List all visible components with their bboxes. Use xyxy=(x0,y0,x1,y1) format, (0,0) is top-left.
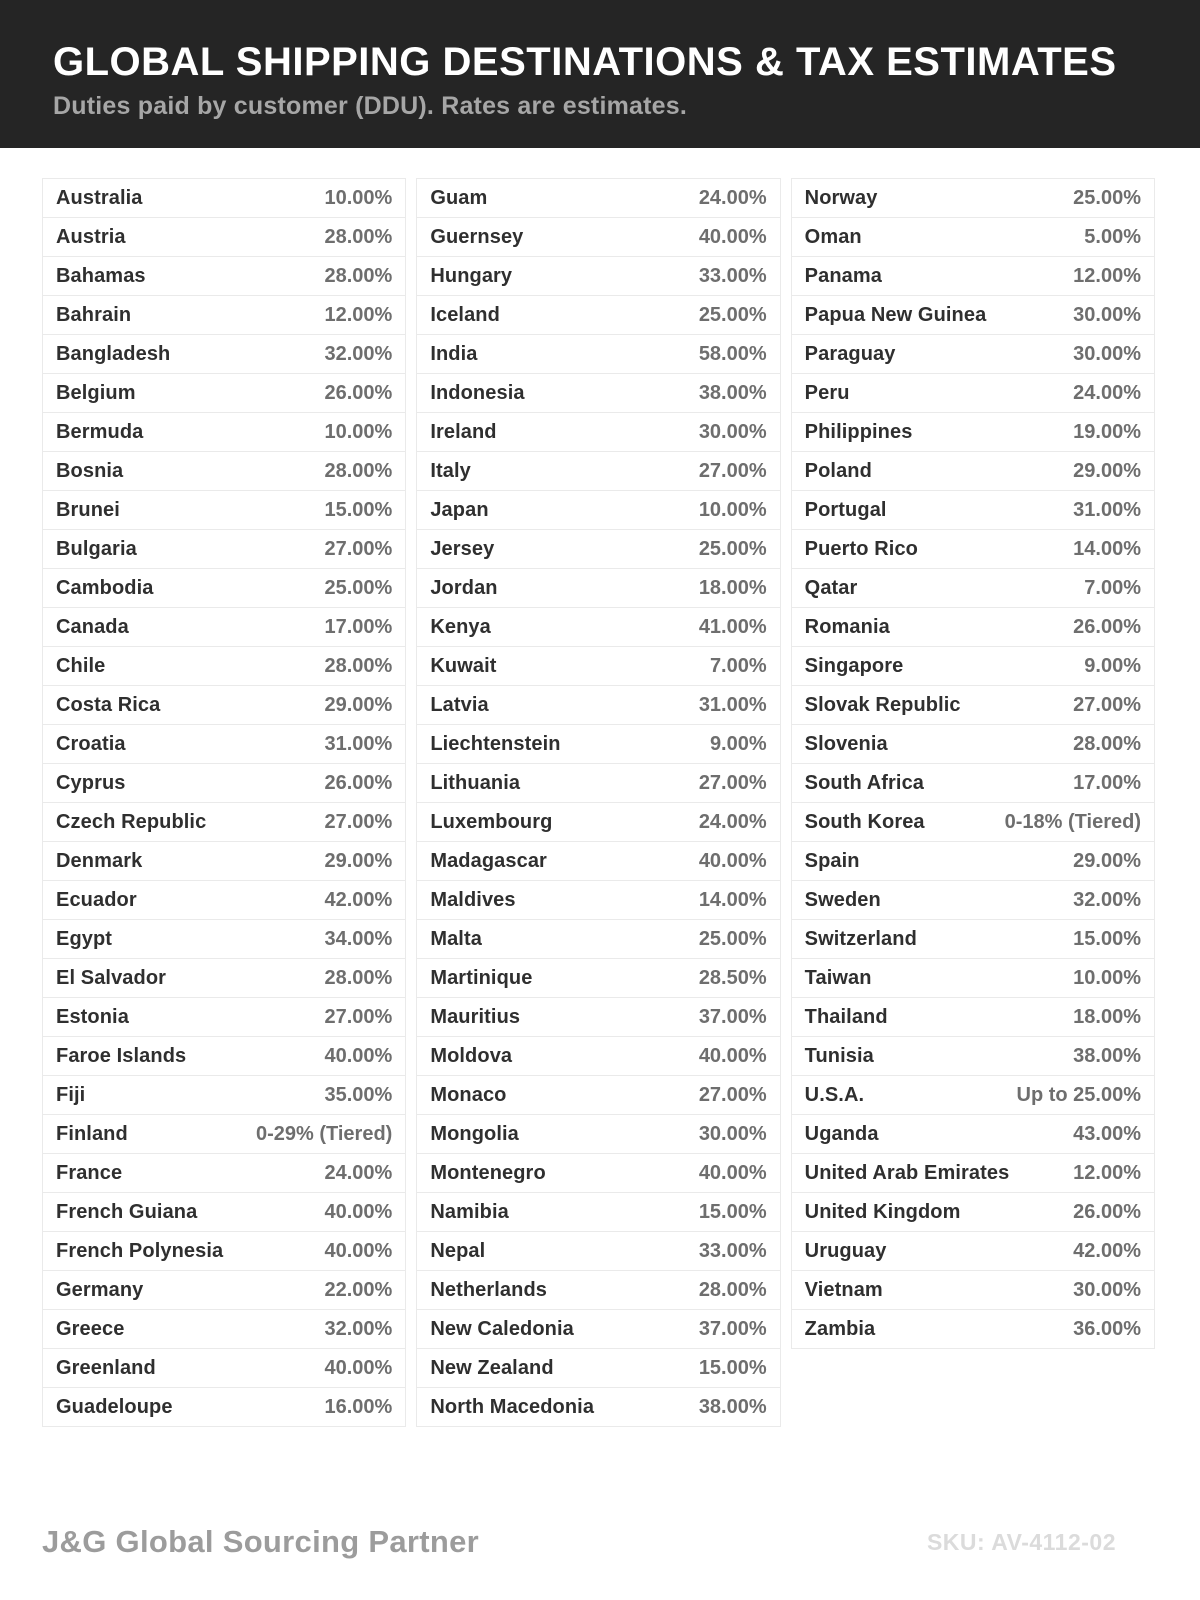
tax-rate: 29.00% xyxy=(1073,459,1141,482)
country-name: U.S.A. xyxy=(804,1083,865,1106)
table-row xyxy=(416,997,780,1037)
table-row xyxy=(42,529,406,569)
country-name: Monaco xyxy=(430,1083,507,1106)
tax-rate: 32.00% xyxy=(1073,888,1141,911)
tax-rate: 37.00% xyxy=(698,1005,767,1028)
country-name: Portugal xyxy=(804,498,887,521)
tax-rate: 15.00% xyxy=(1073,927,1141,950)
tax-rate: 37.00% xyxy=(698,1317,767,1340)
country-name: Guam xyxy=(430,186,488,209)
table-row xyxy=(42,802,406,842)
tax-rate: 24.00% xyxy=(698,810,767,833)
table-row xyxy=(791,568,1155,608)
country-name: Canada xyxy=(56,615,129,638)
country-name: Zambia xyxy=(804,1317,876,1340)
country-name: Spain xyxy=(804,849,860,872)
tax-rate: 28.00% xyxy=(324,654,393,677)
tax-rate: 12.00% xyxy=(1073,1161,1141,1184)
country-name: Bermuda xyxy=(56,420,144,443)
tax-rate: 28.00% xyxy=(324,264,393,287)
country-name: Kenya xyxy=(430,615,491,638)
table-row xyxy=(791,841,1155,881)
country-name: Italy xyxy=(430,459,471,482)
table-row xyxy=(42,412,406,452)
country-name: Lithuania xyxy=(430,771,521,794)
tax-rate: 30.00% xyxy=(1073,342,1141,365)
country-name: Nepal xyxy=(430,1239,486,1262)
country-name: Estonia xyxy=(56,1005,129,1028)
country-name: Austria xyxy=(56,225,126,248)
table-row xyxy=(416,1075,780,1115)
table-row xyxy=(42,919,406,959)
country-name: Poland xyxy=(804,459,872,482)
tax-rate: 32.00% xyxy=(324,342,393,365)
table-row xyxy=(791,919,1155,959)
tax-rate: 24.00% xyxy=(698,186,767,209)
country-name: Papua New Guinea xyxy=(804,303,987,326)
table-row xyxy=(42,1075,406,1115)
tax-rate: 40.00% xyxy=(324,1239,393,1262)
tax-rate: 25.00% xyxy=(324,576,393,599)
country-name: Peru xyxy=(804,381,850,404)
tax-rate: 27.00% xyxy=(698,1083,767,1106)
tax-rate: 27.00% xyxy=(324,537,393,560)
country-name: French Polynesia xyxy=(56,1239,224,1262)
tax-rate: 28.50% xyxy=(698,966,767,989)
country-name: Martinique xyxy=(430,966,533,989)
table-row xyxy=(42,1153,406,1193)
table-row xyxy=(791,451,1155,491)
country-name: Liechtenstein xyxy=(430,732,561,755)
country-name: Egypt xyxy=(56,927,113,950)
tax-rate: 31.00% xyxy=(1073,498,1141,521)
table-row xyxy=(416,295,780,335)
country-name: India xyxy=(430,342,478,365)
tax-rate: 29.00% xyxy=(324,693,393,716)
table-row xyxy=(416,334,780,374)
country-name: Cambodia xyxy=(56,576,154,599)
table-row xyxy=(416,1270,780,1310)
table-row xyxy=(791,724,1155,764)
table-row xyxy=(416,178,780,218)
country-name: Brunei xyxy=(56,498,120,521)
tax-rate: 27.00% xyxy=(324,810,393,833)
country-name: Japan xyxy=(430,498,489,521)
tax-rate: 41.00% xyxy=(698,615,767,638)
table-row xyxy=(791,958,1155,998)
tax-rate: 43.00% xyxy=(1073,1122,1141,1145)
tax-rate: 38.00% xyxy=(698,1395,767,1418)
tax-rate: 27.00% xyxy=(324,1005,393,1028)
tax-rate: 30.00% xyxy=(698,1122,767,1145)
country-name: Costa Rica xyxy=(56,693,161,716)
country-name: United Arab Emirates xyxy=(804,1161,1010,1184)
country-name: Qatar xyxy=(804,576,858,599)
country-name: Thailand xyxy=(804,1005,888,1028)
page-title: GLOBAL SHIPPING DESTINATIONS & TAX ESTIMATES xyxy=(53,40,1117,84)
tax-rate: 28.00% xyxy=(698,1278,767,1301)
tax-rate: 34.00% xyxy=(324,927,393,950)
country-name: United Kingdom xyxy=(804,1200,961,1223)
table-row xyxy=(416,1309,780,1349)
country-name: Oman xyxy=(804,225,862,248)
table-row xyxy=(42,1309,406,1349)
table-row xyxy=(42,295,406,335)
country-name: France xyxy=(56,1161,123,1184)
tax-rate: 35.00% xyxy=(324,1083,393,1106)
country-name: Bosnia xyxy=(56,459,124,482)
tax-rate: 24.00% xyxy=(324,1161,393,1184)
tax-rate: 14.00% xyxy=(698,888,767,911)
table-row xyxy=(42,763,406,803)
country-name: Switzerland xyxy=(804,927,917,950)
country-name: Tunisia xyxy=(804,1044,874,1067)
table-row xyxy=(416,763,780,803)
table-row xyxy=(416,217,780,257)
table-row xyxy=(791,1036,1155,1076)
country-name: Paraguay xyxy=(804,342,896,365)
table-row xyxy=(42,256,406,296)
tax-rate: 5.00% xyxy=(1084,225,1141,248)
sku-label: SKU: AV-4112-02 xyxy=(926,1528,1116,1555)
table-row xyxy=(416,412,780,452)
tax-rate: 12.00% xyxy=(1073,264,1141,287)
table-row xyxy=(416,568,780,608)
tax-rate: Up to 25.00% xyxy=(1016,1083,1141,1106)
country-name: Guadeloupe xyxy=(56,1395,173,1418)
table-row xyxy=(791,646,1155,686)
table-row xyxy=(791,490,1155,530)
country-name: Uruguay xyxy=(804,1239,887,1262)
tax-rate: 12.00% xyxy=(324,303,393,326)
table-row xyxy=(791,256,1155,296)
table-row xyxy=(791,997,1155,1037)
page-subtitle: Duties paid by customer (DDU). Rates are estimates. xyxy=(53,92,688,120)
country-name: Chile xyxy=(56,654,106,677)
country-name: Moldova xyxy=(430,1044,513,1067)
tax-rate: 10.00% xyxy=(1073,966,1141,989)
tax-rate: 15.00% xyxy=(698,1200,767,1223)
country-name: Hungary xyxy=(430,264,513,287)
country-name: Faroe Islands xyxy=(56,1044,187,1067)
table-row xyxy=(416,1231,780,1271)
table-row xyxy=(416,1114,780,1154)
tax-rate: 9.00% xyxy=(709,732,767,755)
country-name: South Korea xyxy=(804,810,925,833)
country-name: Ireland xyxy=(430,420,497,443)
country-name: Czech Republic xyxy=(56,810,207,833)
table-row xyxy=(791,412,1155,452)
tax-rate: 40.00% xyxy=(324,1356,393,1379)
table-row xyxy=(791,373,1155,413)
country-name: Philippines xyxy=(804,420,913,443)
country-name: Finland xyxy=(56,1122,128,1145)
country-name: North Macedonia xyxy=(430,1395,595,1418)
country-name: Croatia xyxy=(56,732,126,755)
table-row xyxy=(42,1192,406,1232)
country-name: Mauritius xyxy=(430,1005,521,1028)
table-row xyxy=(791,1309,1155,1349)
table-row xyxy=(791,1153,1155,1193)
country-name: Bahamas xyxy=(56,264,146,287)
table-row xyxy=(416,256,780,296)
tax-rate: 42.00% xyxy=(324,888,393,911)
table-row xyxy=(791,880,1155,920)
table-row xyxy=(416,607,780,647)
country-name: Mongolia xyxy=(430,1122,519,1145)
table-row xyxy=(42,1114,406,1154)
tax-rate: 40.00% xyxy=(698,1161,767,1184)
tax-rate: 10.00% xyxy=(698,498,767,521)
tax-rate: 15.00% xyxy=(324,498,393,521)
tax-rate: 22.00% xyxy=(324,1278,393,1301)
tax-rate: 26.00% xyxy=(1073,615,1141,638)
table-row xyxy=(416,1192,780,1232)
tax-rate: 25.00% xyxy=(698,303,767,326)
tax-rate: 40.00% xyxy=(698,1044,767,1067)
table-row xyxy=(791,334,1155,374)
tax-rate: 40.00% xyxy=(698,225,767,248)
tax-rate: 27.00% xyxy=(698,459,767,482)
table-row xyxy=(42,1036,406,1076)
country-name: French Guiana xyxy=(56,1200,198,1223)
tax-rate: 40.00% xyxy=(324,1200,393,1223)
tax-rate: 14.00% xyxy=(1073,537,1141,560)
tax-rate: 7.00% xyxy=(709,654,767,677)
country-name: Greenland xyxy=(56,1356,156,1379)
table-row xyxy=(42,1387,406,1427)
table-row xyxy=(42,607,406,647)
country-name: Denmark xyxy=(56,849,143,872)
table-row xyxy=(791,607,1155,647)
table-row xyxy=(42,880,406,920)
table-row xyxy=(416,802,780,842)
country-name: Namibia xyxy=(430,1200,509,1223)
tax-rate: 29.00% xyxy=(1073,849,1141,872)
tax-rate: 42.00% xyxy=(1073,1239,1141,1262)
tax-rate: 15.00% xyxy=(698,1356,767,1379)
tax-rate: 10.00% xyxy=(324,420,393,443)
table-row xyxy=(42,685,406,725)
tax-rate: 19.00% xyxy=(1073,420,1141,443)
page-footer xyxy=(42,1524,1116,1560)
table-row xyxy=(42,568,406,608)
country-name: Guernsey xyxy=(430,225,524,248)
table-row xyxy=(791,1114,1155,1154)
country-name: Montenegro xyxy=(430,1161,546,1184)
tax-rate: 25.00% xyxy=(698,927,767,950)
tax-rate: 27.00% xyxy=(698,771,767,794)
tax-rate: 26.00% xyxy=(324,381,393,404)
country-name: Taiwan xyxy=(804,966,872,989)
tax-rate: 10.00% xyxy=(324,186,393,209)
country-name: Jersey xyxy=(430,537,495,560)
table-row xyxy=(791,685,1155,725)
country-name: Belgium xyxy=(56,381,136,404)
table-row xyxy=(416,880,780,920)
tax-rate: 28.00% xyxy=(324,225,393,248)
country-name: Panama xyxy=(804,264,882,287)
tax-rate: 33.00% xyxy=(698,1239,767,1262)
country-name: Indonesia xyxy=(430,381,525,404)
tax-rate: 17.00% xyxy=(324,615,393,638)
tax-rate: 38.00% xyxy=(698,381,767,404)
tax-rate: 0-18% (Tiered) xyxy=(1004,810,1141,833)
tax-rate: 18.00% xyxy=(1073,1005,1141,1028)
country-name: Latvia xyxy=(430,693,489,716)
table-row xyxy=(416,1036,780,1076)
tax-table-column-1 xyxy=(42,178,406,1427)
page-header xyxy=(0,0,1200,148)
table-row xyxy=(42,1348,406,1388)
tax-rate: 38.00% xyxy=(1073,1044,1141,1067)
tax-rate: 30.00% xyxy=(1073,303,1141,326)
table-row xyxy=(791,178,1155,218)
country-name: Bulgaria xyxy=(56,537,137,560)
tax-rate: 9.00% xyxy=(1084,654,1141,677)
table-row xyxy=(42,373,406,413)
country-name: Greece xyxy=(56,1317,125,1340)
tax-rate: 28.00% xyxy=(1073,732,1141,755)
table-row xyxy=(42,217,406,257)
table-row xyxy=(416,724,780,764)
country-name: El Salvador xyxy=(56,966,167,989)
table-row xyxy=(416,958,780,998)
country-name: Cyprus xyxy=(56,771,126,794)
country-name: Jordan xyxy=(430,576,498,599)
country-name: Uganda xyxy=(804,1122,879,1145)
tax-rate-table xyxy=(42,178,1155,1427)
country-name: South Africa xyxy=(804,771,925,794)
table-row xyxy=(416,919,780,959)
country-name: Australia xyxy=(56,186,143,209)
table-row xyxy=(791,763,1155,803)
country-name: Luxembourg xyxy=(430,810,553,833)
tax-rate: 30.00% xyxy=(1073,1278,1141,1301)
tax-rate: 7.00% xyxy=(1084,576,1141,599)
country-name: Vietnam xyxy=(804,1278,883,1301)
country-name: Norway xyxy=(804,186,878,209)
country-name: New Caledonia xyxy=(430,1317,574,1340)
table-row xyxy=(42,334,406,374)
tax-rate: 27.00% xyxy=(1073,693,1141,716)
country-name: Maldives xyxy=(430,888,516,911)
tax-rate: 31.00% xyxy=(698,693,767,716)
table-row xyxy=(42,841,406,881)
tax-rate: 40.00% xyxy=(324,1044,393,1067)
country-name: Bahrain xyxy=(56,303,132,326)
tax-rate: 25.00% xyxy=(1073,186,1141,209)
country-name: Netherlands xyxy=(430,1278,548,1301)
table-row xyxy=(791,529,1155,569)
tax-rate: 58.00% xyxy=(698,342,767,365)
country-name: Singapore xyxy=(804,654,904,677)
tax-rate: 16.00% xyxy=(324,1395,393,1418)
table-row xyxy=(42,1270,406,1310)
tax-rate: 30.00% xyxy=(698,420,767,443)
country-name: Ecuador xyxy=(56,888,137,911)
table-row xyxy=(416,451,780,491)
table-row xyxy=(791,802,1155,842)
tax-rate: 31.00% xyxy=(324,732,393,755)
country-name: Romania xyxy=(804,615,890,638)
table-row xyxy=(416,685,780,725)
table-row xyxy=(791,295,1155,335)
tax-rate: 25.00% xyxy=(698,537,767,560)
table-row xyxy=(416,490,780,530)
tax-rate: 29.00% xyxy=(324,849,393,872)
brand-name: J&G Global Sourcing Partner xyxy=(42,1524,480,1559)
table-row xyxy=(42,724,406,764)
table-row xyxy=(416,529,780,569)
country-name: Sweden xyxy=(804,888,881,911)
table-row xyxy=(416,841,780,881)
tax-table-column-2 xyxy=(416,178,780,1427)
tax-rate: 28.00% xyxy=(324,966,393,989)
table-row xyxy=(42,1231,406,1271)
table-row xyxy=(42,997,406,1037)
country-name: Madagascar xyxy=(430,849,547,872)
table-row xyxy=(42,451,406,491)
table-row xyxy=(416,1387,780,1427)
tax-rate: 28.00% xyxy=(324,459,393,482)
tax-rate: 24.00% xyxy=(1073,381,1141,404)
table-row xyxy=(42,646,406,686)
country-name: Slovak Republic xyxy=(804,693,961,716)
country-name: Germany xyxy=(56,1278,144,1301)
table-row xyxy=(42,178,406,218)
table-row xyxy=(791,1192,1155,1232)
country-name: Iceland xyxy=(430,303,500,326)
tax-rate: 18.00% xyxy=(698,576,767,599)
country-name: Fiji xyxy=(56,1083,86,1106)
country-name: Slovenia xyxy=(804,732,888,755)
country-name: New Zealand xyxy=(430,1356,554,1379)
table-row xyxy=(42,490,406,530)
country-name: Bangladesh xyxy=(56,342,171,365)
tax-rate: 0-29% (Tiered) xyxy=(255,1122,393,1145)
table-row xyxy=(416,1153,780,1193)
tax-table-column-3 xyxy=(791,178,1155,1349)
tax-rate: 26.00% xyxy=(1073,1200,1141,1223)
table-row xyxy=(416,1348,780,1388)
table-row xyxy=(791,1075,1155,1115)
table-row xyxy=(416,373,780,413)
country-name: Puerto Rico xyxy=(804,537,918,560)
tax-rate: 36.00% xyxy=(1073,1317,1141,1340)
country-name: Kuwait xyxy=(430,654,497,677)
table-row xyxy=(791,1270,1155,1310)
tax-rate: 17.00% xyxy=(1073,771,1141,794)
tax-rate: 40.00% xyxy=(698,849,767,872)
table-row xyxy=(791,1231,1155,1271)
tax-rate: 32.00% xyxy=(324,1317,393,1340)
table-row xyxy=(416,646,780,686)
tax-rate: 26.00% xyxy=(324,771,393,794)
table-row xyxy=(42,958,406,998)
table-row xyxy=(791,217,1155,257)
country-name: Malta xyxy=(430,927,482,950)
tax-rate: 33.00% xyxy=(698,264,767,287)
